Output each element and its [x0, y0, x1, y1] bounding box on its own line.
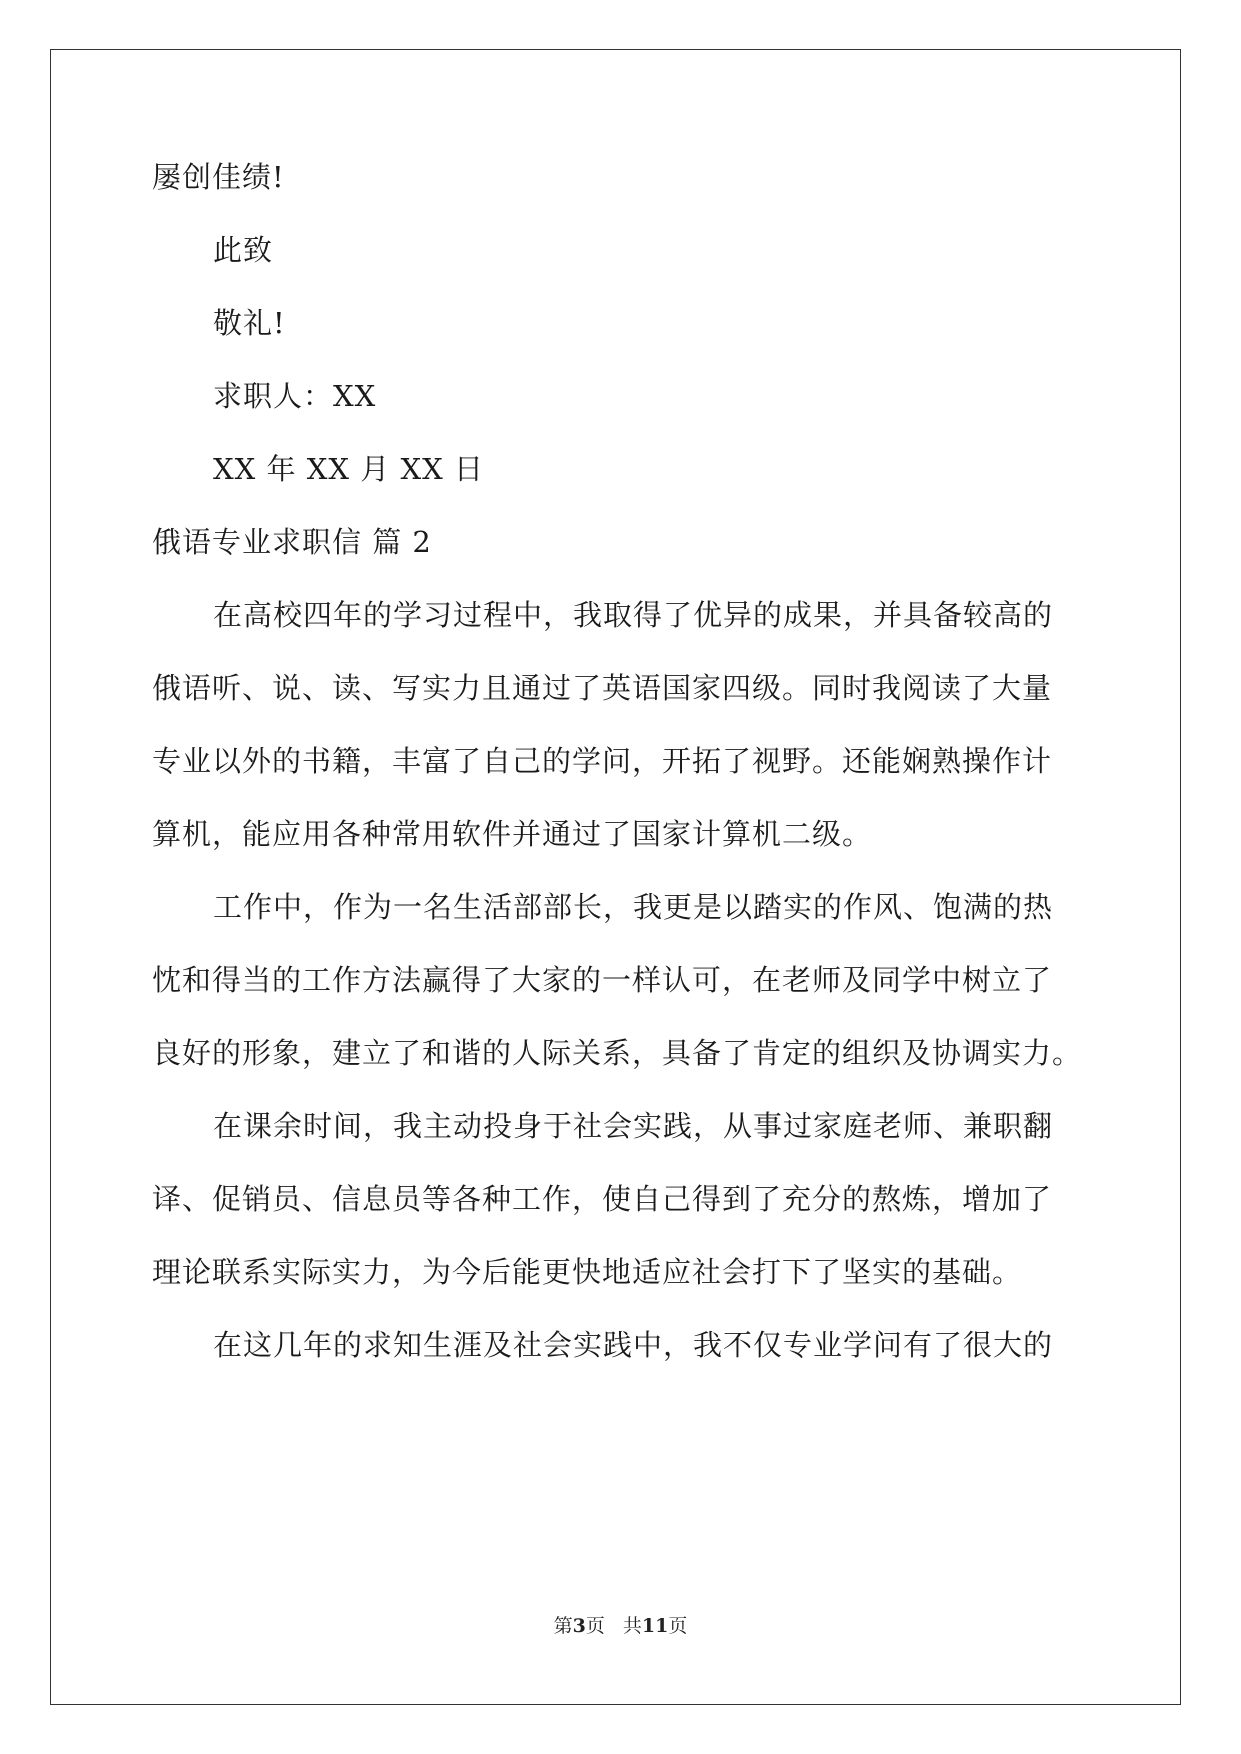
closing-regards: 敬礼!: [213, 306, 286, 340]
page-prefix: 第: [553, 1615, 573, 1637]
paragraph-line: 算机，能应用各种常用软件并通过了国家计算机二级。: [152, 817, 873, 851]
applicant-signature: 求职人：XX: [213, 379, 377, 413]
page-suffix: 页: [585, 1615, 605, 1637]
paragraph-line: 理论联系实际实力，为今后能更快地适应社会打下了坚实的基础。: [152, 1255, 1023, 1289]
total-prefix: 共: [622, 1615, 642, 1637]
paragraph-line: 俄语听、说、读、写实力且通过了英语国家四级。同时我阅读了大量: [152, 671, 1053, 705]
closing-salutation: 此致: [213, 233, 274, 267]
current-page-number: 3: [572, 1615, 586, 1637]
paragraph-line: 在课余时间，我主动投身于社会实践，从事过家庭老师、兼职翻: [213, 1109, 1054, 1143]
paragraph-line: 译、促销员、信息员等各种工作，使自己得到了充分的熬炼，增加了: [152, 1182, 1053, 1216]
paragraph-line: 在这几年的求知生涯及社会实践中，我不仅专业学问有了很大的: [213, 1328, 1054, 1362]
page-border: [50, 49, 1181, 1705]
page-footer: [0, 1614, 1241, 1638]
paragraph-line: 在高校四年的学习过程中，我取得了优异的成果，并具备较高的: [213, 598, 1054, 632]
paragraph-line: 专业以外的书籍，丰富了自己的学问，开拓了视野。还能娴熟操作计: [152, 744, 1053, 778]
section-heading: 俄语专业求职信 篇 2: [152, 525, 432, 559]
paragraph-line: 忱和得当的工作方法赢得了大家的一样认可，在老师及同学中树立了: [152, 963, 1053, 997]
letter-date: XX 年 XX 月 XX 日: [213, 452, 484, 486]
paragraph-line: 工作中，作为一名生活部部长，我更是以踏实的作风、饱满的热: [213, 890, 1054, 924]
total-page-number: 11: [641, 1615, 669, 1637]
paragraph-line: 良好的形象，建立了和谐的人际关系，具备了肯定的组织及协调实力。: [152, 1036, 1083, 1070]
total-suffix: 页: [668, 1615, 688, 1637]
text-line: 屡创佳绩!: [152, 160, 285, 194]
